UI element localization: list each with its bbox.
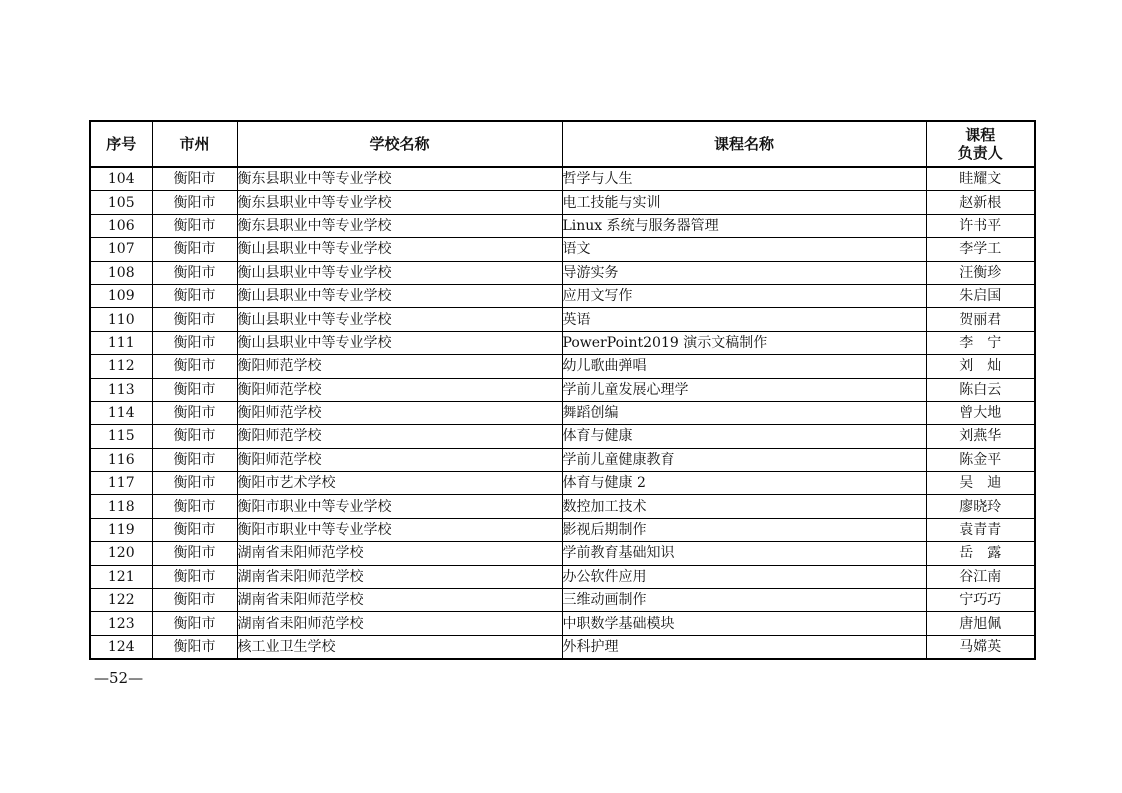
cell-city: 衡阳市 bbox=[152, 472, 237, 495]
cell-school: 衡东县职业中等专业学校 bbox=[237, 214, 562, 237]
cell-city: 衡阳市 bbox=[152, 261, 237, 284]
table-row bbox=[90, 589, 1035, 612]
cell-num: 123 bbox=[90, 612, 152, 635]
cell-school: 衡阳师范学校 bbox=[237, 378, 562, 401]
cell-school: 衡东县职业中等专业学校 bbox=[237, 167, 562, 191]
cell-course: 学前教育基础知识 bbox=[562, 542, 926, 565]
cell-course: Linux 系统与服务器管理 bbox=[562, 214, 926, 237]
page-number: —52— bbox=[94, 669, 144, 687]
cell-school: 衡阳师范学校 bbox=[237, 425, 562, 448]
table-row bbox=[90, 378, 1035, 401]
cell-course: 体育与健康 bbox=[562, 425, 926, 448]
header-course: 课程名称 bbox=[562, 121, 926, 167]
header-owner-line1: 课程 bbox=[965, 126, 996, 144]
cell-owner: 廖晓玲 bbox=[926, 495, 1035, 518]
header-num: 序号 bbox=[90, 121, 152, 167]
cell-school: 衡阳市职业中等专业学校 bbox=[237, 495, 562, 518]
cell-owner: 陈白云 bbox=[926, 378, 1035, 401]
cell-school: 衡阳市职业中等专业学校 bbox=[237, 518, 562, 541]
cell-course: 影视后期制作 bbox=[562, 518, 926, 541]
cell-course: 体育与健康 2 bbox=[562, 472, 926, 495]
table-row bbox=[90, 214, 1035, 237]
cell-school: 衡山县职业中等专业学校 bbox=[237, 261, 562, 284]
cell-num: 120 bbox=[90, 542, 152, 565]
cell-city: 衡阳市 bbox=[152, 378, 237, 401]
cell-num: 106 bbox=[90, 214, 152, 237]
cell-school: 衡山县职业中等专业学校 bbox=[237, 284, 562, 307]
cell-owner: 朱启国 bbox=[926, 284, 1035, 307]
cell-owner: 袁青青 bbox=[926, 518, 1035, 541]
cell-owner: 赵新根 bbox=[926, 191, 1035, 214]
cell-num: 107 bbox=[90, 238, 152, 261]
cell-city: 衡阳市 bbox=[152, 308, 237, 331]
cell-course: 应用文写作 bbox=[562, 284, 926, 307]
cell-city: 衡阳市 bbox=[152, 542, 237, 565]
cell-owner: 宁巧巧 bbox=[926, 589, 1035, 612]
cell-num: 110 bbox=[90, 308, 152, 331]
cell-owner: 岳 露 bbox=[926, 542, 1035, 565]
cell-owner: 眭耀文 bbox=[926, 167, 1035, 191]
cell-num: 109 bbox=[90, 284, 152, 307]
cell-owner: 陈金平 bbox=[926, 448, 1035, 471]
header-row bbox=[90, 121, 1035, 167]
table-header bbox=[90, 121, 1035, 167]
table-row bbox=[90, 448, 1035, 471]
cell-school: 湖南省耒阳师范学校 bbox=[237, 565, 562, 588]
cell-num: 116 bbox=[90, 448, 152, 471]
cell-city: 衡阳市 bbox=[152, 191, 237, 214]
cell-school: 衡山县职业中等专业学校 bbox=[237, 308, 562, 331]
cell-owner: 汪衡珍 bbox=[926, 261, 1035, 284]
cell-school: 湖南省耒阳师范学校 bbox=[237, 612, 562, 635]
cell-num: 111 bbox=[90, 331, 152, 354]
cell-school: 湖南省耒阳师范学校 bbox=[237, 589, 562, 612]
table-row bbox=[90, 565, 1035, 588]
cell-owner: 李学工 bbox=[926, 238, 1035, 261]
cell-num: 122 bbox=[90, 589, 152, 612]
cell-owner: 马嫦英 bbox=[926, 635, 1035, 659]
table-row bbox=[90, 331, 1035, 354]
table-row bbox=[90, 238, 1035, 261]
cell-owner: 贺丽君 bbox=[926, 308, 1035, 331]
cell-course: 学前儿童健康教育 bbox=[562, 448, 926, 471]
cell-num: 112 bbox=[90, 355, 152, 378]
cell-city: 衡阳市 bbox=[152, 167, 237, 191]
table-row bbox=[90, 401, 1035, 424]
header-owner-line2: 负责人 bbox=[957, 144, 1003, 162]
cell-city: 衡阳市 bbox=[152, 425, 237, 448]
table-row bbox=[90, 261, 1035, 284]
table-row bbox=[90, 542, 1035, 565]
cell-city: 衡阳市 bbox=[152, 401, 237, 424]
cell-course: 中职数学基础模块 bbox=[562, 612, 926, 635]
table-row bbox=[90, 518, 1035, 541]
cell-num: 124 bbox=[90, 635, 152, 659]
table-row bbox=[90, 355, 1035, 378]
header-school: 学校名称 bbox=[237, 121, 562, 167]
cell-owner: 刘 灿 bbox=[926, 355, 1035, 378]
cell-owner: 谷江南 bbox=[926, 565, 1035, 588]
header-owner bbox=[926, 121, 1035, 167]
cell-course: 语文 bbox=[562, 238, 926, 261]
cell-course: 导游实务 bbox=[562, 261, 926, 284]
cell-school: 衡阳师范学校 bbox=[237, 448, 562, 471]
cell-course: 哲学与人生 bbox=[562, 167, 926, 191]
cell-city: 衡阳市 bbox=[152, 565, 237, 588]
cell-course: 外科护理 bbox=[562, 635, 926, 659]
table-row bbox=[90, 425, 1035, 448]
table-row bbox=[90, 308, 1035, 331]
cell-num: 121 bbox=[90, 565, 152, 588]
cell-school: 衡阳师范学校 bbox=[237, 401, 562, 424]
table-row bbox=[90, 284, 1035, 307]
table-body bbox=[90, 167, 1035, 659]
cell-num: 114 bbox=[90, 401, 152, 424]
cell-school: 核工业卫生学校 bbox=[237, 635, 562, 659]
cell-school: 衡东县职业中等专业学校 bbox=[237, 191, 562, 214]
cell-city: 衡阳市 bbox=[152, 331, 237, 354]
cell-owner: 唐旭佩 bbox=[926, 612, 1035, 635]
cell-city: 衡阳市 bbox=[152, 448, 237, 471]
table-row bbox=[90, 635, 1035, 659]
cell-city: 衡阳市 bbox=[152, 238, 237, 261]
cell-course: 数控加工技术 bbox=[562, 495, 926, 518]
cell-course: 办公软件应用 bbox=[562, 565, 926, 588]
cell-school: 衡阳市艺术学校 bbox=[237, 472, 562, 495]
cell-num: 118 bbox=[90, 495, 152, 518]
cell-owner: 李 宁 bbox=[926, 331, 1035, 354]
table-row bbox=[90, 495, 1035, 518]
cell-owner: 刘燕华 bbox=[926, 425, 1035, 448]
cell-owner: 许书平 bbox=[926, 214, 1035, 237]
cell-course: 英语 bbox=[562, 308, 926, 331]
cell-course: 三维动画制作 bbox=[562, 589, 926, 612]
cell-owner: 曾大地 bbox=[926, 401, 1035, 424]
cell-city: 衡阳市 bbox=[152, 214, 237, 237]
cell-school: 衡山县职业中等专业学校 bbox=[237, 238, 562, 261]
cell-city: 衡阳市 bbox=[152, 612, 237, 635]
cell-num: 115 bbox=[90, 425, 152, 448]
cell-num: 113 bbox=[90, 378, 152, 401]
cell-city: 衡阳市 bbox=[152, 355, 237, 378]
table-row bbox=[90, 167, 1035, 191]
cell-course: 学前儿童发展心理学 bbox=[562, 378, 926, 401]
cell-city: 衡阳市 bbox=[152, 284, 237, 307]
cell-city: 衡阳市 bbox=[152, 518, 237, 541]
table-row bbox=[90, 191, 1035, 214]
table-row bbox=[90, 472, 1035, 495]
cell-num: 117 bbox=[90, 472, 152, 495]
table-row bbox=[90, 612, 1035, 635]
cell-city: 衡阳市 bbox=[152, 495, 237, 518]
cell-num: 104 bbox=[90, 167, 152, 191]
cell-course: 舞蹈创编 bbox=[562, 401, 926, 424]
cell-num: 105 bbox=[90, 191, 152, 214]
cell-num: 108 bbox=[90, 261, 152, 284]
cell-school: 衡阳师范学校 bbox=[237, 355, 562, 378]
cell-school: 衡山县职业中等专业学校 bbox=[237, 331, 562, 354]
cell-course: 幼儿歌曲弹唱 bbox=[562, 355, 926, 378]
cell-school: 湖南省耒阳师范学校 bbox=[237, 542, 562, 565]
cell-num: 119 bbox=[90, 518, 152, 541]
cell-owner: 吴 迪 bbox=[926, 472, 1035, 495]
header-city: 市州 bbox=[152, 121, 237, 167]
cell-city: 衡阳市 bbox=[152, 635, 237, 659]
cell-course: 电工技能与实训 bbox=[562, 191, 926, 214]
cell-course: PowerPoint2019 演示文稿制作 bbox=[562, 331, 926, 354]
course-table bbox=[89, 120, 1036, 660]
cell-city: 衡阳市 bbox=[152, 589, 237, 612]
